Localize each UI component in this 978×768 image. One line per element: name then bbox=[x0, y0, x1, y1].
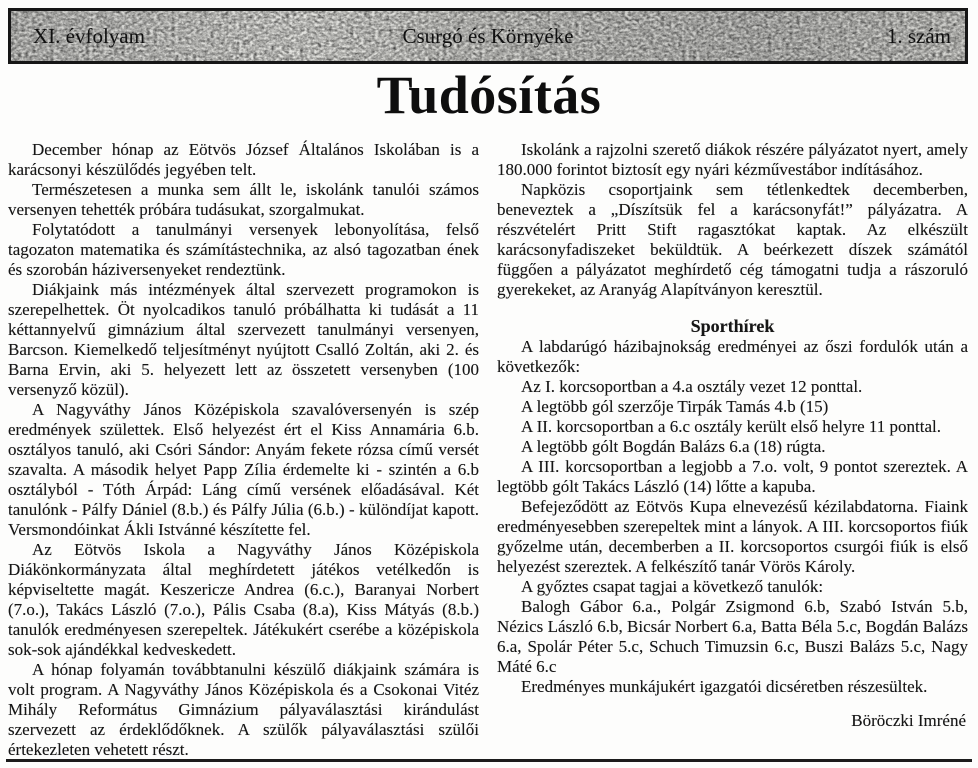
article-columns bbox=[8, 140, 968, 760]
paragraph: Iskolánk a rajzolni szerető diákok részére pályázatot nyert, amely 180.000 forintot biztosít egy nyári kézművestábor indításához. bbox=[497, 140, 968, 179]
paragraph: A legtöbb gól szerzője Tirpák Tamás 4.b (15) bbox=[521, 397, 829, 416]
bottom-rule bbox=[6, 759, 972, 762]
paragraph: A Nagyváthy János Középiskola szavalóversenyén is szép eredmények születtek. Első helyezést ért el Kiss Annamária 6.b. osztályos tanuló, aki Csóri Sándor: Anyám fekete rózsa című versét szavalta. A második helyet Papp Zília érdemelte ki - szintén a 6.b osztályból - Tóth Árpád: Láng című versének előadásával. Két tanulónk - Pálfy Dániel (8.b.) és Pálfy Júlia (6.b.) - különdíjat kapott. Versmondóinkat Ákli Istvánné készítette fel. bbox=[8, 400, 479, 539]
paragraph: Az I. korcsoportban a 4.a osztály vezet 12 ponttal. bbox=[521, 377, 863, 396]
paragraph: A győztes csapat tagjai a következő tanulók: bbox=[521, 577, 824, 596]
sports-section-heading: Sporthírek bbox=[690, 316, 775, 336]
paragraph: Folytatódott a tanulmányi versenyek lebonyolítása, felső tagozaton matematika és számítástechnika, az alsó tagozatban ének és szorobán háziversenyeket rendeztünk. bbox=[8, 220, 479, 279]
author-signature: Böröczki Imréné bbox=[851, 711, 966, 730]
paragraph: Eredményes munkájukért igazgatói dicséretben részesültek. bbox=[521, 677, 928, 696]
paragraph: Diákjaink más intézmények által szervezett programokon is szerepelhettek. Öt nyolcadikos tanuló próbálhatta ki tudását a 11 kéttannyelvű gimnázium által szervezett tanulmányi versenyen, Barcson. Kiemelkedő teljesítményt nyújtott Csalló Zoltán, aki 2. és Barna Ervin, aki 5. helyezett lett az összetett versenyben (100 versenyző közül). bbox=[8, 280, 479, 399]
paragraph: Befejeződött az Eötvös Kupa elnevezésű kézilabdatorna. Fiaink eredményesebben szerepeltek mint a lányok. A III. korcsoportos fiúk győzelme után, decemberben a II. korcsoportos csurgói fiúk is első helyezést szereztek. A felkészítő tanár Vörös Károly. bbox=[497, 497, 968, 576]
paragraph: Természetesen a munka sem állt le, iskolánk tanulói számos versenyen tehették próbára tudásukat, szorgalmukat. bbox=[8, 180, 479, 219]
masthead-volume: XI. évfolyam bbox=[33, 23, 145, 48]
paragraph: A labdarúgó házibajnokság eredményei az őszi fordulók után a következők: bbox=[497, 337, 968, 376]
masthead-issue: 1. szám bbox=[886, 23, 951, 48]
paragraph: A legtöbb gólt Bogdán Balázs 6.a (18) rúgta. bbox=[521, 437, 826, 456]
article-title: Tudósítás bbox=[376, 65, 602, 125]
left-column bbox=[8, 140, 479, 760]
masthead-newspaper-title: Csurgó és Környéke bbox=[402, 23, 574, 48]
paragraph: December hónap az Eötvös József Általános Iskolában is a karácsonyi készülődés jegyében telt. bbox=[8, 140, 479, 179]
paragraph: Az Eötvös Iskola a Nagyváthy János Középiskola Diákönkormányzata által meghírdetett játékos vetélkedőn is képviseltette magát. Keszericze Andrea (6.c.), Baranyai Norbert (7.o.), Takács László (7.o.), Pális Csaba (8.a), Kiss Mátyás (8.b.) tanulók eredményesen szerepeltek. Játékukért cserébe a középiskola sok-sok ajándékkal kedveskedett. bbox=[8, 540, 479, 659]
paragraph: A hónap folyamán továbbtanulni készülő diákjaink számára is volt program. A Nagyváthy János Középiskola és a Csokonai Vitéz Mihály Református Gimnázium pályaválasztási kirándulást szervezett az érdeklődőknek. A szülők pályaválasztási szülői értekezleten vehetett részt. bbox=[8, 660, 479, 759]
right-column bbox=[497, 140, 968, 760]
paragraph: Balogh Gábor 6.a., Polgár Zsigmond 6.b, Szabó István 5.b, Nézics László 6.b, Bicsár Norbert 6.a, Batta Béla 5.c, Bogdán Balázs 6.a, Spolár Péter 5.c, Schuch Timuzsin 6.c, Buszi Balázs 5.c, Nagy Máté 6.c bbox=[497, 597, 968, 676]
paragraph: A III. korcsoportban a legjobb a 7.o. volt, 9 pontot szereztek. A legtöbb gólt Takács László (14) lőtte a kapuba. bbox=[497, 457, 968, 496]
masthead bbox=[8, 8, 968, 64]
paragraph: A II. korcsoportban a 6.c osztály került első helyre 11 ponttal. bbox=[521, 417, 942, 436]
paragraph: Napközis csoportjaink sem tétlenkedtek decemberben, beneveztek a „Díszítsük fel a karácsonyfát!” pályázatra. A részvételért Pritt Stift ragasztókat kaptak. Az elkészült karácsonyfadiszeket beküldtük. A beérkezett díszek számától függően a pályázatot meghírdető cég támogatni tudja a rászoruló gyerekeket, az Aranyág Alapítványon keresztül. bbox=[497, 180, 968, 299]
